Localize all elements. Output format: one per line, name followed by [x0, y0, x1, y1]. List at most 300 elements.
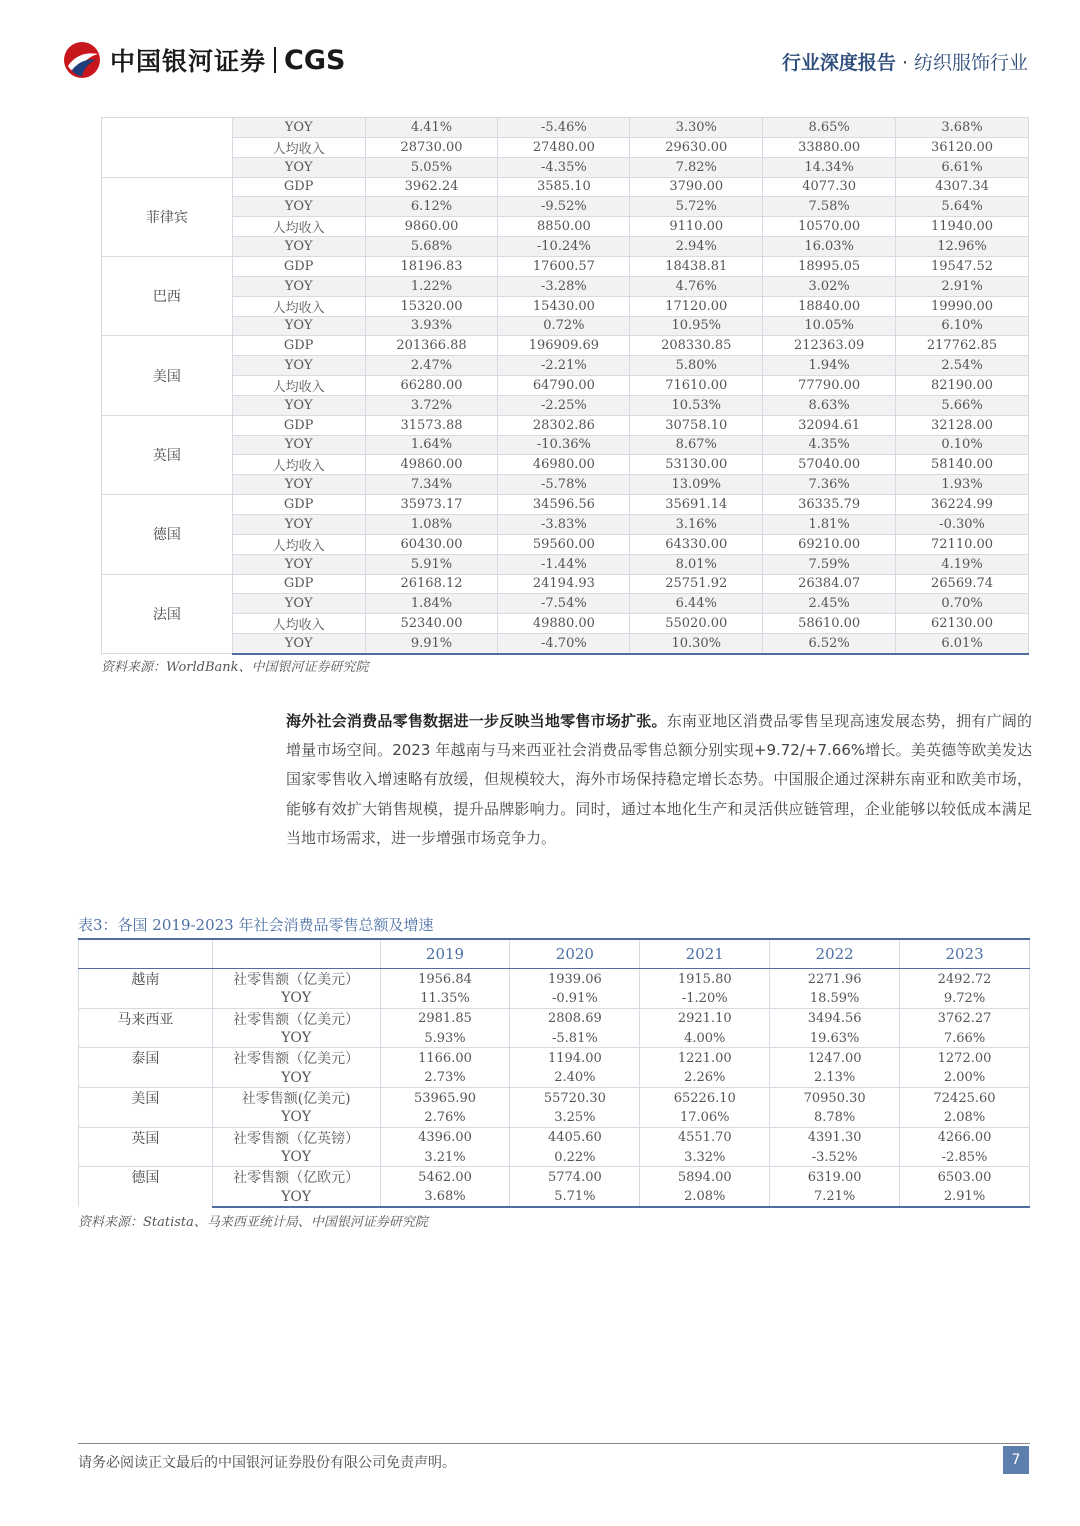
value-cell: 27480.00 [498, 137, 630, 157]
metric-cell: YOY [212, 1029, 380, 1048]
table-row [102, 217, 1029, 237]
value-cell: 30758.10 [630, 415, 763, 435]
metric-cell: YOY [232, 554, 365, 574]
value-cell: 5.05% [365, 157, 498, 177]
country-cell: 德国 [79, 1167, 213, 1207]
value-cell: 17120.00 [630, 296, 763, 316]
value-cell: 2.00% [900, 1068, 1030, 1087]
value-cell: 36120.00 [896, 137, 1029, 157]
value-cell: 1272.00 [900, 1048, 1030, 1069]
value-cell: 0.72% [498, 316, 630, 336]
table-row [102, 514, 1029, 534]
value-cell: 7.58% [763, 197, 896, 217]
value-cell: 8.63% [763, 395, 896, 415]
value-cell: 0.22% [510, 1148, 640, 1167]
value-cell: 7.21% [770, 1187, 900, 1207]
value-cell: 4391.30 [770, 1127, 900, 1148]
value-cell: 2808.69 [510, 1008, 640, 1029]
value-cell: 72110.00 [896, 534, 1029, 554]
table-row [79, 1148, 1030, 1167]
country-cell: 菲律宾 [102, 177, 233, 256]
metric-cell: 人均收入 [232, 375, 365, 395]
table-row [102, 534, 1029, 554]
country-cell: 德国 [102, 495, 233, 574]
value-cell: 208330.85 [630, 336, 763, 356]
country-cell: 巴西 [102, 256, 233, 335]
value-cell: 7.34% [365, 475, 498, 495]
metric-cell: 人均收入 [232, 137, 365, 157]
value-cell: 35691.14 [630, 495, 763, 515]
value-cell: 3494.56 [770, 1008, 900, 1029]
value-cell: -7.54% [498, 594, 630, 614]
value-cell: 10.95% [630, 316, 763, 336]
value-cell: 1221.00 [640, 1048, 770, 1069]
metric-cell: 人均收入 [232, 614, 365, 634]
value-cell: 65226.10 [640, 1088, 770, 1109]
value-cell: 196909.69 [498, 336, 630, 356]
value-cell: 4266.00 [900, 1127, 1030, 1148]
table-row [102, 336, 1029, 356]
table-row [102, 197, 1029, 217]
table-row [79, 1068, 1030, 1087]
table-row [102, 137, 1029, 157]
value-cell: 18.59% [770, 989, 900, 1008]
country-cell: 美国 [79, 1088, 213, 1128]
value-cell: 7.36% [763, 475, 896, 495]
value-cell: 3962.24 [365, 177, 498, 197]
value-cell: 2.13% [770, 1068, 900, 1087]
value-cell: 58610.00 [763, 614, 896, 634]
value-cell: 6503.00 [900, 1167, 1030, 1188]
metric-cell: YOY [232, 118, 365, 138]
value-cell: 3790.00 [630, 177, 763, 197]
value-cell: -1.20% [640, 989, 770, 1008]
value-cell: 7.82% [630, 157, 763, 177]
value-cell: 5.66% [896, 395, 1029, 415]
table-row [79, 1167, 1030, 1188]
value-cell: 25751.92 [630, 574, 763, 594]
value-cell: 1.84% [365, 594, 498, 614]
macro-table [101, 117, 1029, 655]
table-row [102, 554, 1029, 574]
value-cell: 26168.12 [365, 574, 498, 594]
brand-name-cn: 中国银河证券 [110, 47, 267, 76]
value-cell: 15430.00 [498, 296, 630, 316]
value-cell: -4.35% [498, 157, 630, 177]
table-row [102, 395, 1029, 415]
value-cell: 35973.17 [365, 495, 498, 515]
table-row [102, 276, 1029, 296]
page-header [0, 0, 1080, 100]
value-cell: 3.02% [763, 276, 896, 296]
value-cell: 0.70% [896, 594, 1029, 614]
value-cell: 18438.81 [630, 256, 763, 276]
table-row [102, 375, 1029, 395]
value-cell: -9.52% [498, 197, 630, 217]
value-cell: 8.65% [763, 118, 896, 138]
value-cell: 1.08% [365, 514, 498, 534]
metric-cell: 人均收入 [232, 455, 365, 475]
value-cell: 64790.00 [498, 375, 630, 395]
value-cell: 2.45% [763, 594, 896, 614]
value-cell: 1.93% [896, 475, 1029, 495]
value-cell: 13.09% [630, 475, 763, 495]
value-cell: 53965.90 [380, 1088, 510, 1109]
value-cell: 6.44% [630, 594, 763, 614]
value-cell: 5774.00 [510, 1167, 640, 1188]
value-cell: 10.05% [763, 316, 896, 336]
value-cell: 9.91% [365, 634, 498, 654]
value-cell: 6.61% [896, 157, 1029, 177]
value-cell: 8.01% [630, 554, 763, 574]
value-cell: 3762.27 [900, 1008, 1030, 1029]
value-cell: 57040.00 [763, 455, 896, 475]
table-row [79, 1008, 1030, 1029]
value-cell: 6.10% [896, 316, 1029, 336]
value-cell: -5.81% [510, 1029, 640, 1048]
value-cell: 4.19% [896, 554, 1029, 574]
brand-name-en: CGS [284, 44, 346, 76]
value-cell: 82190.00 [896, 375, 1029, 395]
body-paragraph [286, 707, 1032, 853]
value-cell: 4.41% [365, 118, 498, 138]
value-cell: -3.83% [498, 514, 630, 534]
year-header: 2021 [640, 939, 770, 969]
value-cell: 2.73% [380, 1068, 510, 1087]
table-row [102, 614, 1029, 634]
value-cell: 10570.00 [763, 217, 896, 237]
value-cell: 69210.00 [763, 534, 896, 554]
value-cell: 32094.61 [763, 415, 896, 435]
brand-logo [62, 40, 345, 80]
value-cell: 52340.00 [365, 614, 498, 634]
metric-cell: YOY [212, 989, 380, 1008]
table-row [102, 256, 1029, 276]
country-cell [102, 118, 233, 178]
value-cell: -5.46% [498, 118, 630, 138]
value-cell: 3.25% [510, 1108, 640, 1127]
value-cell: 201366.88 [365, 336, 498, 356]
value-cell: 12.96% [896, 237, 1029, 257]
value-cell: 4.76% [630, 276, 763, 296]
table-row [79, 1127, 1030, 1148]
value-cell: 217762.85 [896, 336, 1029, 356]
metric-cell: 社零售额（亿美元） [212, 1048, 380, 1069]
value-cell: 7.59% [763, 554, 896, 574]
metric-cell: YOY [232, 356, 365, 376]
value-cell: 1247.00 [770, 1048, 900, 1069]
table-row [102, 316, 1029, 336]
metric-cell: 社零售额（亿美元） [212, 969, 380, 990]
table1-source: 资料来源：WorldBank、中国银河证券研究院 [101, 660, 369, 675]
value-cell: 10.53% [630, 395, 763, 415]
year-header: 2019 [380, 939, 510, 969]
metric-cell: 社零售额（亿欧元） [212, 1167, 380, 1188]
table-row [79, 1108, 1030, 1127]
value-cell: 14.34% [763, 157, 896, 177]
value-cell: 1.81% [763, 514, 896, 534]
value-cell: 1939.06 [510, 969, 640, 990]
year-header: 2022 [770, 939, 900, 969]
value-cell: 36335.79 [763, 495, 896, 515]
value-cell: 3.32% [640, 1148, 770, 1167]
metric-cell: GDP [232, 256, 365, 276]
value-cell: -2.85% [900, 1148, 1030, 1167]
value-cell: 5.68% [365, 237, 498, 257]
value-cell: -2.25% [498, 395, 630, 415]
metric-cell: YOY [232, 514, 365, 534]
table2-title: 表3：各国 2019-2023 年社会消费品零售总额及增速 [78, 916, 434, 934]
value-cell: 4396.00 [380, 1127, 510, 1148]
value-cell: 2.76% [380, 1108, 510, 1127]
value-cell: 2.91% [900, 1187, 1030, 1207]
value-cell: 11940.00 [896, 217, 1029, 237]
value-cell: 2271.96 [770, 969, 900, 990]
value-cell: -4.70% [498, 634, 630, 654]
value-cell: 1915.80 [640, 969, 770, 990]
value-cell: 60430.00 [365, 534, 498, 554]
country-cell: 越南 [79, 969, 213, 1009]
table-row [79, 1187, 1030, 1207]
value-cell: 49860.00 [365, 455, 498, 475]
value-cell: 16.03% [763, 237, 896, 257]
table-row [102, 415, 1029, 435]
table-row [102, 237, 1029, 257]
value-cell: 1956.84 [380, 969, 510, 990]
metric-cell: 人均收入 [232, 296, 365, 316]
value-cell: 6319.00 [770, 1167, 900, 1188]
metric-cell: GDP [232, 495, 365, 515]
value-cell: 34596.56 [498, 495, 630, 515]
value-cell: 9110.00 [630, 217, 763, 237]
metric-cell: YOY [232, 435, 365, 455]
metric-cell: YOY [232, 634, 365, 654]
table-row [102, 118, 1029, 138]
table2-source: 资料来源：Statista、马来西亚统计局、中国银河证券研究院 [78, 1215, 428, 1230]
value-cell: 26384.07 [763, 574, 896, 594]
value-cell: 55720.30 [510, 1088, 640, 1109]
value-cell: 1166.00 [380, 1048, 510, 1069]
value-cell: 2.94% [630, 237, 763, 257]
value-cell: 11.35% [380, 989, 510, 1008]
metric-cell: GDP [232, 177, 365, 197]
value-cell: 2.08% [900, 1108, 1030, 1127]
table-row [102, 296, 1029, 316]
value-cell: 8.67% [630, 435, 763, 455]
metric-cell: YOY [232, 316, 365, 336]
metric-cell: YOY [212, 1148, 380, 1167]
country-cell: 英国 [102, 415, 233, 494]
value-cell: 17.06% [640, 1108, 770, 1127]
report-separator: · [901, 52, 908, 74]
value-cell: 2.26% [640, 1068, 770, 1087]
table-row [102, 455, 1029, 475]
report-category [782, 48, 1028, 75]
value-cell: 19547.52 [896, 256, 1029, 276]
value-cell: 3.16% [630, 514, 763, 534]
value-cell: 6.01% [896, 634, 1029, 654]
value-cell: 3585.10 [498, 177, 630, 197]
metric-cell: 社零售额（亿美元） [212, 1008, 380, 1029]
value-cell: 3.93% [365, 316, 498, 336]
value-cell: 0.10% [896, 435, 1029, 455]
value-cell: 17600.57 [498, 256, 630, 276]
value-cell: 28730.00 [365, 137, 498, 157]
table-row [102, 475, 1029, 495]
value-cell: 3.68% [380, 1187, 510, 1207]
value-cell: -2.21% [498, 356, 630, 376]
metric-cell: GDP [232, 574, 365, 594]
value-cell: 5.80% [630, 356, 763, 376]
value-cell: 58140.00 [896, 455, 1029, 475]
paragraph-body: 东南亚地区消费品零售呈现高速发展态势，拥有广阔的增量市场空间。2023 年越南与马来西亚社会消费品零售总额分别实现+9.72/+7.66%增长。美英德等欧美发达国家零售收入增速略有放缓，但规模较大，海外市场保持稳定增长态势。中国服企通过深耕东南亚和欧美市场，能够有效扩大销售规模，提升品牌影响力。同时，通过本地化生产和灵活供应链管理，企业能够以较低成本满足当地市场需求，进一步增强市场竞争力。 [286, 712, 1032, 847]
table-row [102, 594, 1029, 614]
metric-cell: GDP [232, 336, 365, 356]
metric-cell: YOY [232, 594, 365, 614]
metric-cell: YOY [212, 1108, 380, 1127]
value-cell: 4405.60 [510, 1127, 640, 1148]
value-cell: -10.24% [498, 237, 630, 257]
value-cell: -3.52% [770, 1148, 900, 1167]
value-cell: 66280.00 [365, 375, 498, 395]
value-cell: 15320.00 [365, 296, 498, 316]
metric-cell: YOY [232, 197, 365, 217]
value-cell: 1.22% [365, 276, 498, 296]
value-cell: 4.35% [763, 435, 896, 455]
value-cell: 8.78% [770, 1108, 900, 1127]
table-row [102, 356, 1029, 376]
value-cell: -10.36% [498, 435, 630, 455]
country-cell: 美国 [102, 336, 233, 415]
table-row [102, 157, 1029, 177]
metric-cell: YOY [232, 237, 365, 257]
metric-cell: GDP [232, 415, 365, 435]
value-cell: 70950.30 [770, 1088, 900, 1109]
value-cell: 1.64% [365, 435, 498, 455]
value-cell: 19990.00 [896, 296, 1029, 316]
value-cell: 77790.00 [763, 375, 896, 395]
metric-cell: 社零售额(亿美元) [212, 1088, 380, 1109]
value-cell: 7.66% [900, 1029, 1030, 1048]
value-cell: 2.08% [640, 1187, 770, 1207]
value-cell: 1.94% [763, 356, 896, 376]
table-row [102, 435, 1029, 455]
value-cell: 2.54% [896, 356, 1029, 376]
value-cell: 4551.70 [640, 1127, 770, 1148]
value-cell: 4.00% [640, 1029, 770, 1048]
table-row [79, 969, 1030, 990]
footer-divider [78, 1443, 1030, 1444]
metric-cell: YOY [232, 475, 365, 495]
value-cell: 71610.00 [630, 375, 763, 395]
value-cell: 72425.60 [900, 1088, 1030, 1109]
cgs-logo-icon [62, 40, 102, 80]
value-cell: 8850.00 [498, 217, 630, 237]
value-cell: 36224.99 [896, 495, 1029, 515]
value-cell: -0.91% [510, 989, 640, 1008]
value-cell: 64330.00 [630, 534, 763, 554]
table-row [79, 1029, 1030, 1048]
metric-cell: 社零售额（亿英镑） [212, 1127, 380, 1148]
header-blank [212, 939, 380, 969]
value-cell: -0.30% [896, 514, 1029, 534]
value-cell: 3.68% [896, 118, 1029, 138]
value-cell: 2921.10 [640, 1008, 770, 1029]
value-cell: 212363.09 [763, 336, 896, 356]
value-cell: 5462.00 [380, 1167, 510, 1188]
metric-cell: 人均收入 [232, 534, 365, 554]
page-number: 7 [1003, 1446, 1029, 1474]
paragraph-lead: 海外社会消费品零售数据进一步反映当地零售市场扩张。 [286, 712, 667, 730]
retail-table [78, 938, 1030, 1208]
value-cell: -1.44% [498, 554, 630, 574]
table-row [79, 989, 1030, 1008]
table-row [102, 495, 1029, 515]
header-row [79, 939, 1030, 969]
value-cell: 9.72% [900, 989, 1030, 1008]
table-row [102, 634, 1029, 654]
value-cell: -3.28% [498, 276, 630, 296]
value-cell: 46980.00 [498, 455, 630, 475]
report-industry: 纺织服饰行业 [913, 52, 1028, 74]
value-cell: 49880.00 [498, 614, 630, 634]
country-cell: 泰国 [79, 1048, 213, 1088]
metric-cell: YOY [212, 1187, 380, 1207]
value-cell: 32128.00 [896, 415, 1029, 435]
value-cell: 3.30% [630, 118, 763, 138]
value-cell: 6.52% [763, 634, 896, 654]
value-cell: 2.91% [896, 276, 1029, 296]
value-cell: 24194.93 [498, 574, 630, 594]
value-cell: 18840.00 [763, 296, 896, 316]
value-cell: 2492.72 [900, 969, 1030, 990]
value-cell: 5.91% [365, 554, 498, 574]
value-cell: -5.78% [498, 475, 630, 495]
value-cell: 5.64% [896, 197, 1029, 217]
value-cell: 2981.85 [380, 1008, 510, 1029]
value-cell: 19.63% [770, 1029, 900, 1048]
footer-disclaimer: 请务必阅读正文最后的中国银河证券股份有限公司免责声明。 [78, 1455, 456, 1471]
header-blank [79, 939, 213, 969]
metric-cell: YOY [232, 157, 365, 177]
table-row [79, 1088, 1030, 1109]
value-cell: 5.72% [630, 197, 763, 217]
country-cell: 马来西亚 [79, 1008, 213, 1048]
value-cell: 18995.05 [763, 256, 896, 276]
table-row [102, 574, 1029, 594]
value-cell: 9860.00 [365, 217, 498, 237]
value-cell: 31573.88 [365, 415, 498, 435]
table-row [102, 177, 1029, 197]
value-cell: 4307.34 [896, 177, 1029, 197]
value-cell: 33880.00 [763, 137, 896, 157]
value-cell: 18196.83 [365, 256, 498, 276]
metric-cell: YOY [232, 395, 365, 415]
country-cell: 英国 [79, 1127, 213, 1167]
value-cell: 2.47% [365, 356, 498, 376]
metric-cell: YOY [232, 276, 365, 296]
value-cell: 55020.00 [630, 614, 763, 634]
value-cell: 28302.86 [498, 415, 630, 435]
value-cell: 3.21% [380, 1148, 510, 1167]
report-type: 行业深度报告 [781, 52, 896, 74]
value-cell: 29630.00 [630, 137, 763, 157]
metric-cell: YOY [212, 1068, 380, 1087]
value-cell: 5.71% [510, 1187, 640, 1207]
value-cell: 53130.00 [630, 455, 763, 475]
value-cell: 26569.74 [896, 574, 1029, 594]
value-cell: 62130.00 [896, 614, 1029, 634]
